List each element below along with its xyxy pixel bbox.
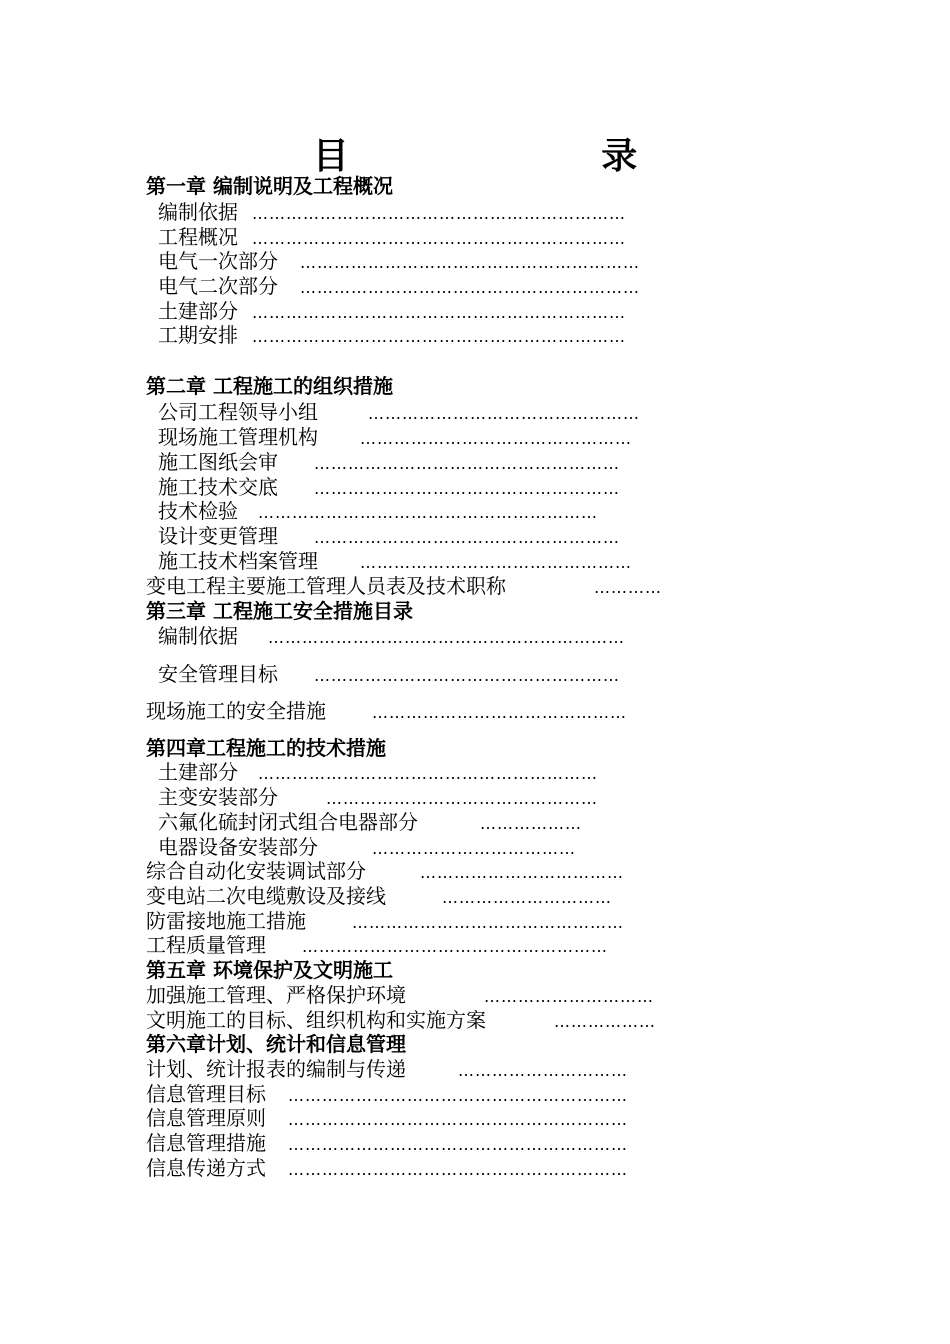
toc-entry[interactable]: 土建部分 …………………………………………………… (158, 760, 598, 784)
toc-entry[interactable]: 现场施工的安全措施 ……………………………………… (146, 699, 627, 723)
toc-entry[interactable]: 电气一次部分 …………………………………………………… (158, 249, 640, 273)
toc-entry[interactable]: 综合自动化安装调试部分 ……………………………… (146, 859, 624, 883)
toc-entry[interactable]: 编制依据 ………………………………………………………… (158, 200, 626, 224)
toc-entry[interactable]: 土建部分 ………………………………………………………… (158, 299, 626, 323)
toc-entry[interactable]: 工期安排 ………………………………………………………… (158, 323, 626, 347)
toc-entry[interactable]: 工程概况 ………………………………………………………… (158, 225, 626, 249)
toc-entry[interactable]: 安全管理目标 ……………………………………………… (158, 662, 620, 686)
toc-entry[interactable]: 六氟化硫封闭式组合电器部分 ……………… (158, 810, 582, 834)
chapter-4-heading: 第四章工程施工的技术措施 (146, 736, 386, 760)
toc-entry[interactable]: 施工技术交底 ……………………………………………… (158, 475, 620, 499)
toc-entry[interactable]: 防雷接地施工措施 ………………………………………… (146, 909, 624, 933)
chapter-5-heading: 第五章 环境保护及文明施工 (146, 958, 393, 982)
toc-entry[interactable]: 文明施工的目标、组织机构和实施方案 ……………… (146, 1008, 656, 1032)
toc-entry[interactable]: 施工技术档案管理 ………………………………………… (158, 549, 632, 573)
toc-entry[interactable]: 信息传递方式 …………………………………………………… (146, 1156, 628, 1180)
toc-entry[interactable]: 技术检验 …………………………………………………… (158, 499, 598, 523)
toc-entry[interactable]: 现场施工管理机构 ………………………………………… (158, 425, 632, 449)
toc-entry[interactable]: 电器设备安装部分 ……………………………… (158, 835, 576, 859)
toc-entry[interactable]: 变电工程主要施工管理人员表及技术职称 ………… (146, 574, 662, 598)
chapter-6-heading: 第六章计划、统计和信息管理 (146, 1032, 406, 1056)
toc-entry[interactable]: 施工图纸会审 ……………………………………………… (158, 450, 620, 474)
toc-entry[interactable]: 信息管理目标 …………………………………………………… (146, 1082, 628, 1106)
toc-entry[interactable]: 信息管理原则 …………………………………………………… (146, 1106, 628, 1130)
chapter-3-heading: 第三章 工程施工安全措施目录 (146, 599, 413, 623)
toc-entry[interactable]: 加强施工管理、严格保护环境 ………………………… (146, 983, 654, 1007)
chapter-2-heading: 第二章 工程施工的组织措施 (146, 374, 393, 398)
toc-entry[interactable]: 电气二次部分 …………………………………………………… (158, 274, 640, 298)
chapter-1-heading: 第一章 编制说明及工程概况 (146, 174, 393, 198)
toc-entry[interactable]: 工程质量管理 ……………………………………………… (146, 933, 608, 957)
toc-entry[interactable]: 编制依据 ……………………………………………………… (158, 624, 625, 648)
toc-entry[interactable]: 信息管理措施 …………………………………………………… (146, 1131, 628, 1155)
toc-entry[interactable]: 变电站二次电缆敷设及接线 ………………………… (146, 884, 612, 908)
page-title: 目 录 (312, 136, 758, 177)
toc-entry[interactable]: 设计变更管理 ……………………………………………… (158, 524, 620, 548)
toc-entry[interactable]: 公司工程领导小组 ………………………………………… (158, 400, 640, 424)
toc-entry[interactable]: 主变安装部分 ………………………………………… (158, 785, 598, 809)
toc-entry[interactable]: 计划、统计报表的编制与传递 ………………………… (146, 1057, 628, 1081)
